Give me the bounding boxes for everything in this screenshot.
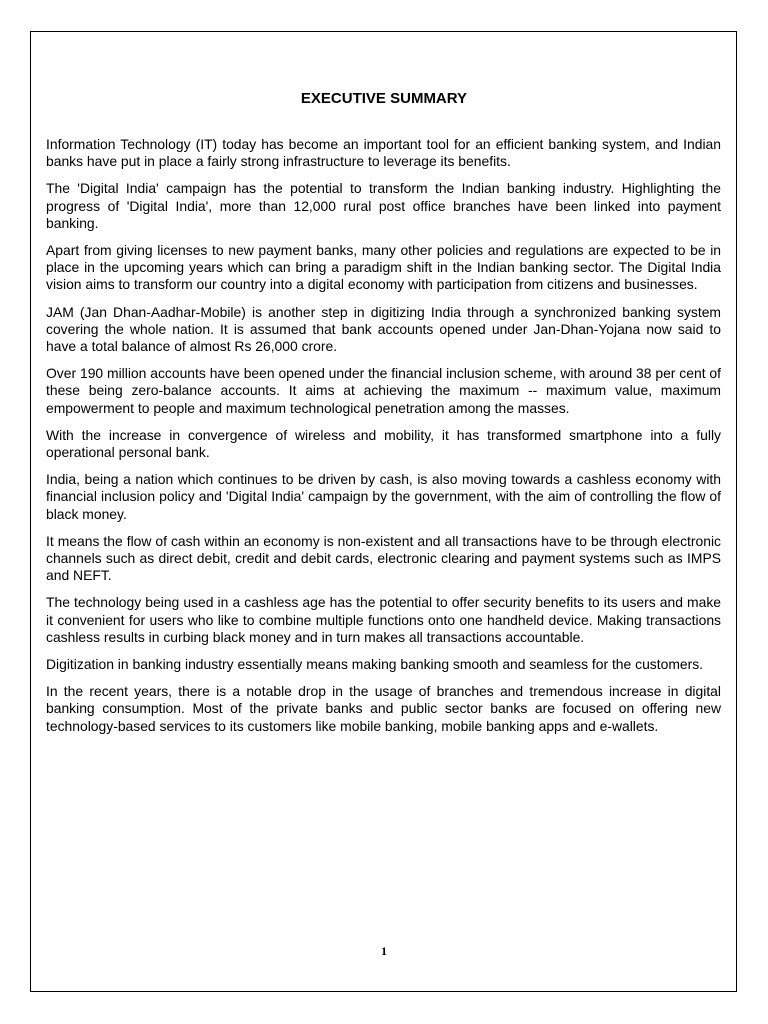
paragraph-8: It means the flow of cash within an economy is non-existent and all transactions have to be through electronic channels such as direct debit, credit and debit cards, electronic clearing and payment systems such as IMPS and NEFT.: [46, 532, 721, 584]
paragraph-10: Digitization in banking industry essentially means making banking smooth and seamless for the customers.: [46, 656, 704, 673]
paragraph-2: The 'Digital India' campaign has the potential to transform the Indian banking industry. Highlighting the progress of 'Digital India', more than 12,000 rural post office branches have been linked into payment banking.: [46, 180, 721, 231]
paragraph-9: The technology being used in a cashless age has the potential to offer security benefits to its users and make it convenient for users who like to combine multiple functions onto one handheld device. Making transactions cashless results in curbing black money and in turn makes all transactions accountable.: [46, 594, 721, 645]
document-title: EXECUTIVE SUMMARY: [300, 90, 468, 107]
paragraph-1: Information Technology (IT) today has become an important tool for an efficient banking system, and Indian banks have put in place a fairly strong infrastructure to leverage its benefits.: [46, 136, 721, 170]
document-body: [46, 136, 721, 745]
paragraph-5: Over 190 million accounts have been opened under the financial inclusion scheme, with around 38 per cent of these being zero-balance accounts. It aims at achieving the maximum -- maximum value, maximum empowerment to people and maximum technological penetration among the masses.: [46, 365, 721, 416]
paragraph-4: JAM (Jan Dhan-Aadhar-Mobile) is another step in digitizing India through a synchronized banking system covering the whole nation. It is assumed that bank accounts opened under Jan-Dhan-Yojana now said to have a total balance of almost Rs 26,000 crore.: [46, 303, 721, 355]
paragraph-11: In the recent years, there is a notable drop in the usage of branches and tremendous increase in digital banking consumption. Most of the private banks and public sector banks are focused on offering new technology-based services to its customers like mobile banking, mobile banking apps and e-wallets.: [46, 683, 721, 734]
paragraph-3: Apart from giving licenses to new payment banks, many other policies and regulations are expected to be in place in the upcoming years which can bring a paradigm shift in the Indian banking sector. The Digital India vision aims to transform our country into a digital economy with participation from citizens and businesses.: [46, 242, 721, 293]
page-number: 1: [381, 944, 387, 958]
paragraph-6: With the increase in convergence of wireless and mobility, it has transformed smartphone into a fully operational personal bank.: [46, 426, 721, 461]
paragraph-7: India, being a nation which continues to be driven by cash, is also moving towards a cashless economy with financial inclusion policy and 'Digital India' campaign by the government, with the aim of controlling the flow of black money.: [46, 471, 721, 522]
